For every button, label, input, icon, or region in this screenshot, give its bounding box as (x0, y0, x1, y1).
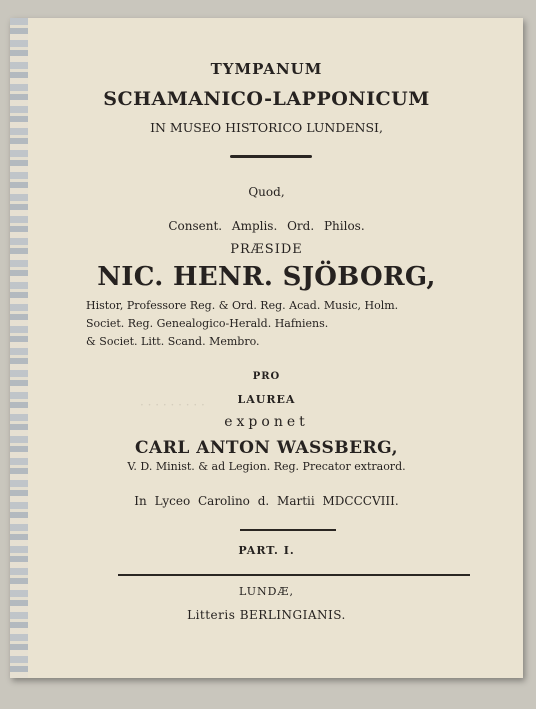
imprint-printer: Litteris BERLINGIANIS. (187, 608, 346, 622)
imprint-place: LUNDÆ, (239, 585, 294, 598)
title-line-2: SCHAMANICO-LAPPONICUM (103, 88, 430, 110)
praeside-text: PRÆSIDE (230, 242, 303, 257)
title-line-1: TYMPANUM (210, 60, 323, 78)
deckled-page-edge (10, 18, 28, 678)
laurea-text: LAUREA (237, 393, 296, 406)
imprint-rule (118, 574, 470, 576)
author-name: CARL ANTON WASSBERG, (134, 438, 399, 458)
praeses-affiliation-line: Societ. Reg. Genealogico-Herald. Hafniens. (86, 317, 329, 330)
author-affiliation: V. D. Minist. & ad Legion. Reg. Precator extraord. (127, 460, 406, 473)
praeses-affiliation-line: Histor, Professore Reg. & Ord. Reg. Acad. Music, Holm. (86, 299, 399, 312)
ornamental-rule (240, 529, 336, 531)
quod-text: Quod, (248, 185, 285, 199)
title-line-3: IN MUSEO HISTORICO LUNDENSI, (150, 120, 383, 135)
praeses-name: NIC. HENR. SJÖBORG, (97, 262, 436, 292)
exponet-text: exponet (224, 414, 309, 430)
ornamental-rule (230, 155, 312, 158)
consent-text: Consent. Amplis. Ord. Philos. (168, 219, 365, 233)
praeses-affiliation-line: & Societ. Litt. Scand. Membro. (86, 335, 260, 348)
part-label: PART. I. (238, 544, 295, 557)
title-page (10, 18, 523, 678)
pro-text: PRO (252, 371, 281, 382)
date-line: In Lyceo Carolino d. Martii MDCCCVIII. (134, 494, 399, 508)
title-page-content (30, 18, 503, 678)
show-through-print: · · · · · · · · · (140, 398, 205, 412)
